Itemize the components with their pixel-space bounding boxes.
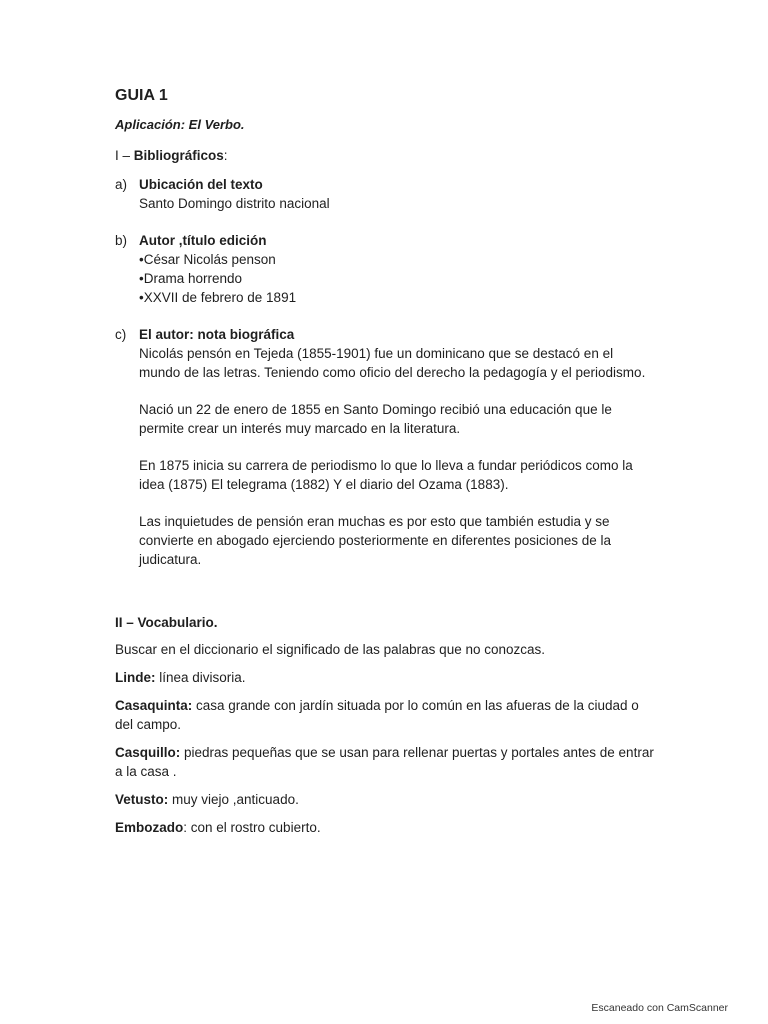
- item-nota-biografica: [115, 325, 655, 569]
- scanner-watermark: Escaneado con CamScanner: [591, 1002, 728, 1014]
- item-line: •Drama horrendo: [139, 271, 243, 286]
- vocab-definition: línea divisoria.: [155, 670, 246, 685]
- paragraph: Nació un 22 de enero de 1855 en Santo Domingo recibió una educación que le permite crear un interés muy marcado en la literatura.: [139, 402, 612, 436]
- section-suffix: :: [223, 148, 228, 163]
- section-heading-vocabulario: II – Vocabulario.: [115, 615, 218, 630]
- vocab-definition: muy viejo ,anticuado.: [168, 792, 299, 807]
- vocab-term: Embozado: [115, 820, 184, 835]
- item-marker: c): [115, 327, 127, 342]
- document-subtitle: Aplicación: El Verbo.: [115, 117, 245, 132]
- vocab-term: Vetusto:: [115, 792, 169, 807]
- vocab-entry: [115, 818, 655, 837]
- paragraph: Nicolás pensón en Tejeda (1855-1901) fue un dominicano que se destacó en el mundo de las letras. Teniendo como oficio del derecho la pedagogía y el periodismo.: [139, 346, 646, 380]
- section-heading-bibliograficos: [115, 146, 655, 165]
- section-prefix: I –: [115, 148, 134, 163]
- vocab-definition: casa grande con jardín situada por lo común en las afueras de la ciudad o del campo.: [115, 698, 639, 732]
- document-title: GUIA 1: [115, 87, 168, 104]
- vocab-entry: [115, 790, 655, 809]
- item-autor: [115, 231, 655, 307]
- item-line: •XXVII de febrero de 1891: [139, 290, 297, 305]
- paragraph: En 1875 inicia su carrera de periodismo lo que lo lleva a fundar periódicos como la idea (1875) El telegrama (1882) Y el diario del Ozama (1883).: [139, 458, 633, 492]
- vocab-term: Casquillo:: [115, 745, 181, 760]
- vocab-entry: [115, 668, 655, 687]
- paragraph: Las inquietudes de pensión eran muchas es por esto que también estudia y se convierte en abogado ejerciendo posteriormente en diferentes posiciones de la judicatura.: [139, 514, 612, 567]
- item-heading: Ubicación del texto: [139, 177, 263, 192]
- vocab-entry: [115, 743, 655, 781]
- item-marker: a): [115, 177, 128, 192]
- section-label: Bibliográficos: [133, 148, 224, 163]
- item-line: •César Nicolás penson: [139, 252, 276, 267]
- vocab-term: Linde:: [115, 670, 156, 685]
- item-heading: Autor ,título edición: [139, 233, 267, 248]
- document-page: [115, 86, 655, 846]
- item-ubicacion: [115, 175, 655, 213]
- vocab-definition: piedras pequeñas que se usan para rellenar puertas y portales antes de entrar a la casa .: [115, 745, 654, 779]
- vocab-term: Casaquinta:: [115, 698, 193, 713]
- vocab-entry: [115, 696, 655, 734]
- item-marker: b): [115, 233, 128, 248]
- vocab-instruction: Buscar en el diccionario el significado de las palabras que no conozcas.: [115, 642, 546, 657]
- item-line: Santo Domingo distrito nacional: [139, 196, 330, 211]
- item-heading: El autor: nota biográfica: [139, 327, 295, 342]
- vocab-definition: : con el rostro cubierto.: [183, 820, 321, 835]
